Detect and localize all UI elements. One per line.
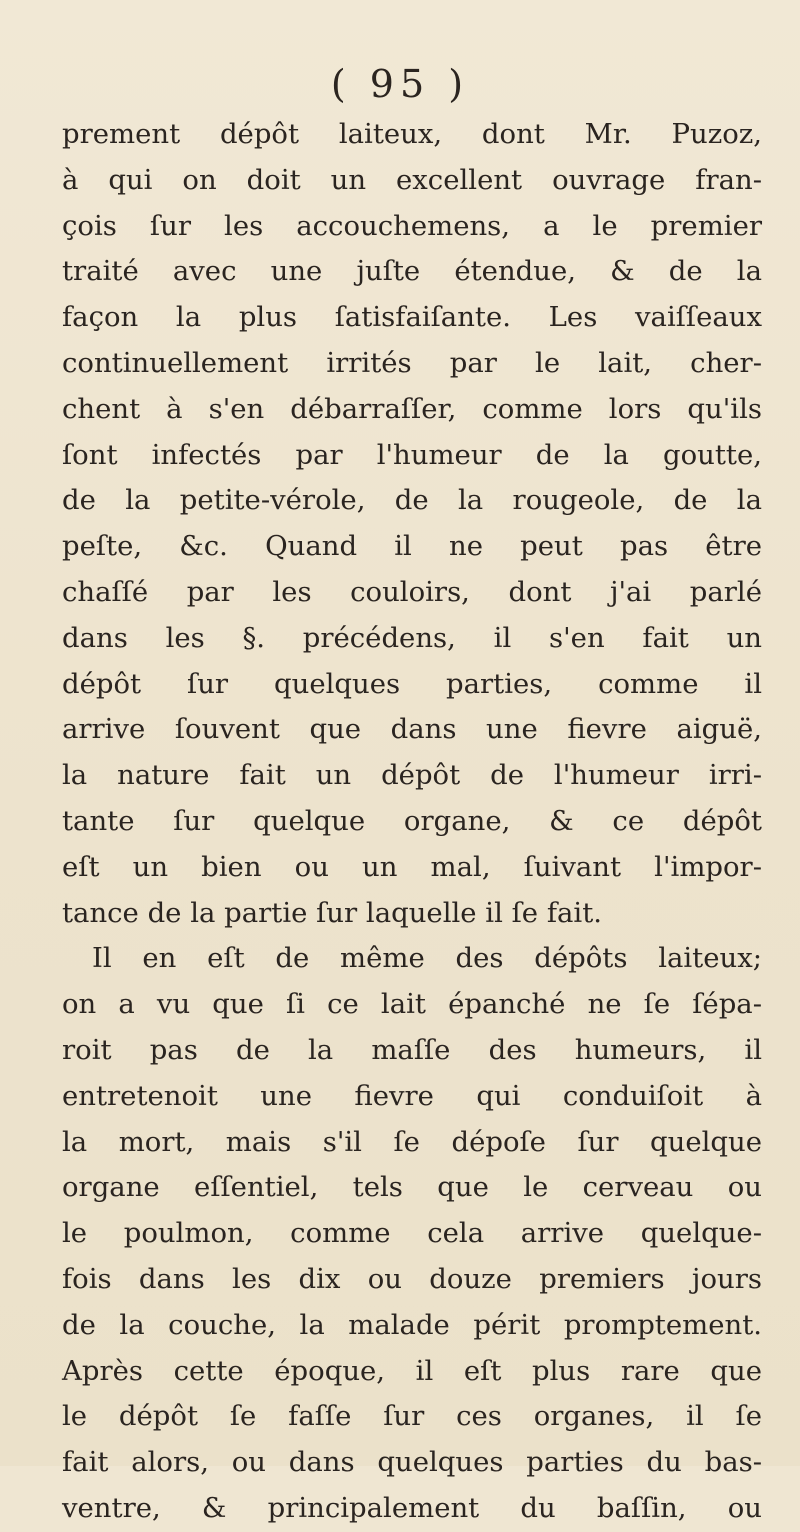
text-line: entretenoit une fievre qui conduiſoit à — [62, 1079, 762, 1112]
text-line: ventre, & principalement du baſſin, ou — [62, 1491, 762, 1524]
text-line: de la couche, la malade périt promptement. — [62, 1308, 762, 1341]
text-line: le poulmon, comme cela arrive quelque- — [62, 1217, 762, 1250]
text-line: eſt un bien ou un mal, ſuivant l'impor- — [62, 850, 762, 883]
text-line: le dépôt ſe faſſe ſur ces organes, il ſe — [62, 1400, 762, 1433]
text-line: Il en eſt de même des dépôts laiteux; — [92, 942, 762, 975]
text-line: fois dans les dix ou douze premiers jours — [62, 1262, 762, 1295]
text-line: tante ſur quelque organe, & ce dépôt — [62, 804, 762, 837]
text-line: dans les §. précédens, il s'en fait un — [62, 621, 762, 654]
text-line: Après cette époque, il eſt plus rare que — [62, 1354, 762, 1387]
text-line: façon la plus ſatisfaiſante. Les vaiſſeaux — [62, 301, 762, 334]
text-line: arrive ſouvent que dans une fievre aiguë, — [62, 713, 762, 746]
text-line: la mort, mais s'il ſe dépoſe ſur quelque — [62, 1125, 762, 1158]
text-line: chaſſé par les couloirs, dont j'ai parlé — [62, 575, 762, 608]
text-line: peſte, &c. Quand il ne peut pas être — [62, 530, 762, 563]
page-number: ( 95 ) — [330, 62, 470, 106]
text-line: çois ſur les accouchemens, a le premier — [62, 209, 762, 242]
text-line: prement dépôt laiteux, dont Mr. Puzoz, — [62, 118, 762, 150]
text-line: tance de la partie ſur laquelle il ſe fait. — [62, 896, 602, 929]
page-text — [62, 112, 762, 1532]
text-line: de la petite-vérole, de la rougeole, de la — [62, 484, 762, 517]
text-line: dépôt ſur quelques parties, comme il — [62, 667, 762, 700]
text-line: chent à s'en débarraſſer, comme lors qu'ils — [62, 392, 762, 425]
text-line: fait alors, ou dans quelques parties du bas- — [62, 1446, 762, 1479]
text-line: on a vu que ſi ce lait épanché ne ſe ſépa- — [62, 988, 762, 1021]
text-line: organe eſſentiel, tels que le cerveau ou — [62, 1171, 762, 1204]
text-line: à qui on doit un excellent ouvrage fran- — [62, 163, 762, 196]
text-line: traité avec une juſte étendue, & de la — [62, 255, 762, 288]
text-line: continuellement irrités par le lait, cher- — [62, 346, 762, 379]
text-line: la nature fait un dépôt de l'humeur irri- — [62, 759, 762, 792]
text-line: roit pas de la maſſe des humeurs, il — [62, 1033, 762, 1066]
text-line: ſont infectés par l'humeur de la goutte, — [62, 438, 762, 471]
